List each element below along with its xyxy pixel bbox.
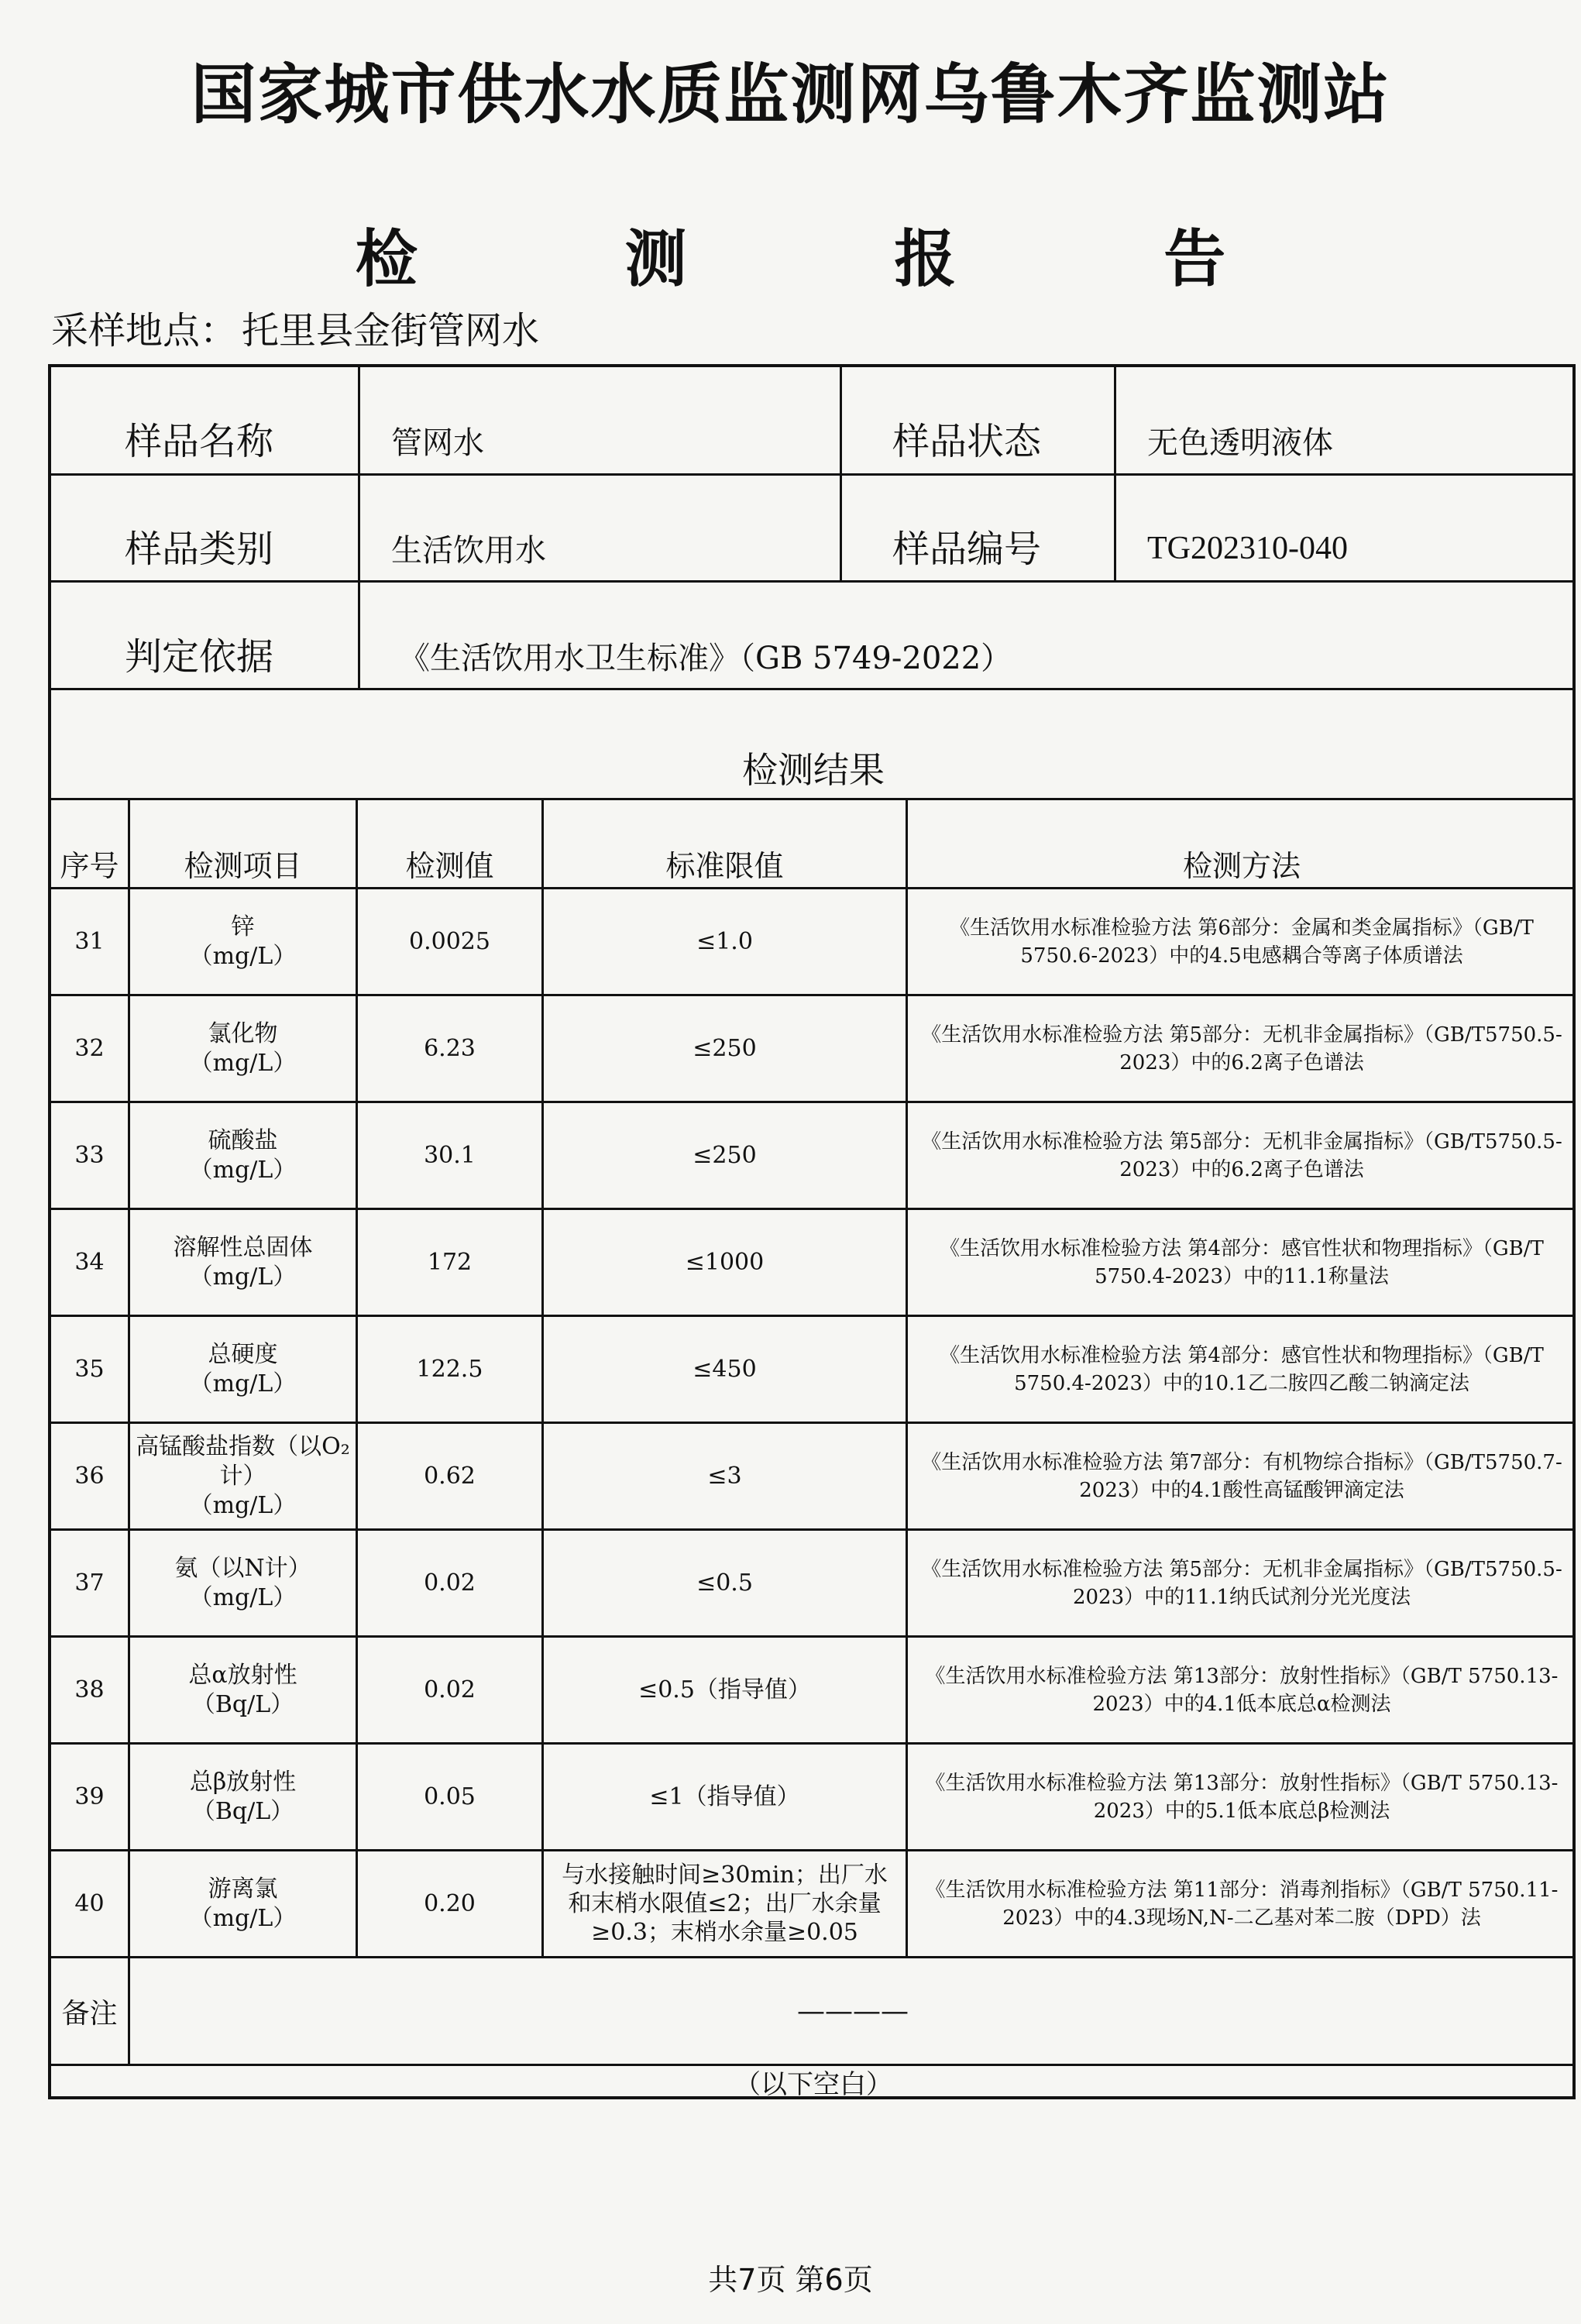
remark-value: ———— — [797, 1995, 909, 2027]
row-item — [130, 1851, 356, 1956]
report-title: 检 测 报 告 — [355, 223, 1319, 295]
row-limit: ≤1（指导值） — [649, 1783, 800, 1810]
organization-title: 国家城市供水水质监测网乌鲁木齐监测站 — [191, 57, 1390, 132]
row-method: 《生活饮用水标准检验方法 第13部分：放射性指标》（GB/T 5750.13-2023）中的4.1低本底总α检测法 — [925, 1664, 1559, 1716]
row-item-unit: （mg/L） — [189, 1583, 297, 1611]
row-item — [130, 1424, 356, 1528]
page-number: 共7页 第6页 — [708, 2263, 873, 2297]
row-number: 31 — [74, 927, 105, 955]
row-item — [130, 1210, 356, 1315]
row-limit: ≤1.0 — [696, 927, 753, 955]
report-table — [48, 364, 1576, 2099]
sampling-location — [51, 301, 539, 354]
row-item-unit: （mg/L） — [189, 1049, 297, 1077]
row-item — [130, 1317, 356, 1422]
row-item-name: 硫酸盐 — [208, 1126, 278, 1154]
row-item — [130, 1531, 356, 1635]
sample-state-label: 样品状态 — [892, 420, 1042, 463]
sample-category-label: 样品类别 — [125, 528, 274, 571]
remark-label: 备注 — [61, 1997, 118, 2030]
row-value: 172 — [427, 1248, 473, 1276]
row-limit: ≤0.5（指导值） — [638, 1676, 811, 1703]
row-item-name: 总α放射性 — [188, 1661, 297, 1689]
row-number: 35 — [74, 1355, 105, 1383]
row-item-unit: （mg/L） — [189, 942, 297, 970]
row-item — [130, 1638, 356, 1742]
row-limit: ≤250 — [693, 1141, 757, 1169]
row-value: 0.05 — [424, 1783, 476, 1810]
row-item-unit: （mg/L） — [189, 1904, 297, 1932]
column-header-item: 检测项目 — [184, 848, 302, 883]
column-header-value: 检测值 — [405, 848, 494, 883]
column-header-limit: 标准限值 — [665, 848, 784, 883]
row-number: 32 — [74, 1034, 105, 1062]
row-item-name: 总β放射性 — [189, 1768, 297, 1796]
row-number: 36 — [74, 1462, 105, 1490]
row-limit: ≤3 — [707, 1462, 742, 1490]
column-header-method: 检测方法 — [1182, 848, 1301, 883]
row-item-unit: （mg/L） — [189, 1263, 297, 1291]
row-item-unit: （Bq/L） — [191, 1690, 294, 1718]
row-method: 《生活饮用水标准检验方法 第11部分：消毒剂指标》（GB/T 5750.11-2023）中的4.3现场N,N-二乙基对苯二胺（DPD）法 — [925, 1878, 1559, 1930]
row-value: 30.1 — [424, 1141, 476, 1169]
column-header-no: 序号 — [60, 848, 119, 883]
row-value: 0.02 — [424, 1569, 476, 1597]
row-number: 37 — [74, 1569, 105, 1597]
row-method: 《生活饮用水标准检验方法 第5部分：无机非金属指标》（GB/T5750.5-2023）中的6.2离子色谱法 — [921, 1023, 1562, 1074]
row-limit: ≤450 — [693, 1355, 757, 1383]
basis-value: 《生活饮用水卫生标准》（GB 5749-2022） — [399, 640, 1012, 676]
row-limit: 与水接触时间≥30min；出厂水和末梢水限值≤2；出厂水余量≥0.3；末梢水余量≥0.05 — [562, 1862, 888, 1946]
row-item-name: 锌 — [231, 913, 255, 940]
row-number: 34 — [74, 1248, 105, 1276]
row-number: 39 — [74, 1783, 105, 1810]
row-number: 38 — [74, 1676, 105, 1703]
row-item-name: 溶解性总固体 — [173, 1233, 313, 1261]
row-item-name: 游离氯 — [208, 1875, 278, 1903]
sample-category-value: 生活饮用水 — [391, 533, 546, 569]
row-item-unit: （mg/L） — [189, 1156, 297, 1184]
sampling-location-value: 托里县金街管网水 — [242, 309, 540, 352]
row-item-name: 总硬度 — [208, 1340, 278, 1368]
row-value: 0.62 — [424, 1462, 476, 1490]
basis-label: 判定依据 — [125, 634, 274, 679]
row-value: 0.0025 — [409, 927, 490, 955]
sample-name-value: 管网水 — [391, 425, 484, 461]
row-item — [130, 889, 356, 994]
sample-name-label: 样品名称 — [125, 420, 274, 463]
row-method: 《生活饮用水标准检验方法 第5部分：无机非金属指标》（GB/T5750.5-2023）中的11.1纳氏试剂分光光度法 — [921, 1557, 1562, 1609]
row-item-name: 高锰酸盐指数（以O₂计） — [136, 1432, 350, 1490]
sample-state-value: 无色透明液体 — [1147, 425, 1333, 461]
row-item-unit: （mg/L） — [189, 1370, 297, 1397]
row-method: 《生活饮用水标准检验方法 第4部分：感官性状和物理指标》（GB/T 5750.4-2023）中的10.1乙二胺四乙酸二钠滴定法 — [940, 1343, 1544, 1395]
sample-number-value: TG202310-040 — [1147, 530, 1348, 566]
row-method: 《生活饮用水标准检验方法 第6部分：金属和类金属指标》（GB/T 5750.6-2023）中的4.5电感耦合等离子体质谱法 — [950, 916, 1534, 968]
row-limit: ≤250 — [693, 1034, 757, 1062]
blank-note: （以下空白） — [734, 2068, 892, 2100]
row-number: 33 — [74, 1141, 105, 1169]
row-value: 122.5 — [416, 1355, 483, 1383]
sampling-location-label: 采样地点： — [51, 309, 238, 352]
row-item — [130, 1103, 356, 1208]
sample-number-label: 样品编号 — [892, 528, 1042, 571]
row-limit: ≤0.5 — [696, 1569, 753, 1597]
row-item-name: 氯化物 — [208, 1019, 278, 1047]
row-item-name: 氨（以N计） — [174, 1554, 311, 1582]
row-item-unit: （mg/L） — [189, 1491, 297, 1519]
row-method: 《生活饮用水标准检验方法 第5部分：无机非金属指标》（GB/T5750.5-2023）中的6.2离子色谱法 — [921, 1129, 1562, 1181]
row-value: 0.02 — [424, 1676, 476, 1703]
row-number: 40 — [74, 1889, 105, 1917]
row-item-unit: （Bq/L） — [191, 1797, 294, 1825]
row-limit: ≤1000 — [685, 1248, 765, 1276]
results-title: 检测结果 — [742, 748, 885, 791]
row-method: 《生活饮用水标准检验方法 第13部分：放射性指标》（GB/T 5750.13-2023）中的5.1低本底总β检测法 — [925, 1771, 1559, 1823]
row-value: 0.20 — [424, 1889, 476, 1917]
row-value: 6.23 — [424, 1034, 476, 1062]
row-method: 《生活饮用水标准检验方法 第7部分：有机物综合指标》（GB/T5750.7-2023）中的4.1酸性高锰酸钾滴定法 — [921, 1450, 1562, 1502]
row-method: 《生活饮用水标准检验方法 第4部分：感官性状和物理指标》（GB/T 5750.4-2023）中的11.1称量法 — [940, 1236, 1544, 1288]
row-item — [130, 1745, 356, 1849]
row-item — [130, 996, 356, 1101]
